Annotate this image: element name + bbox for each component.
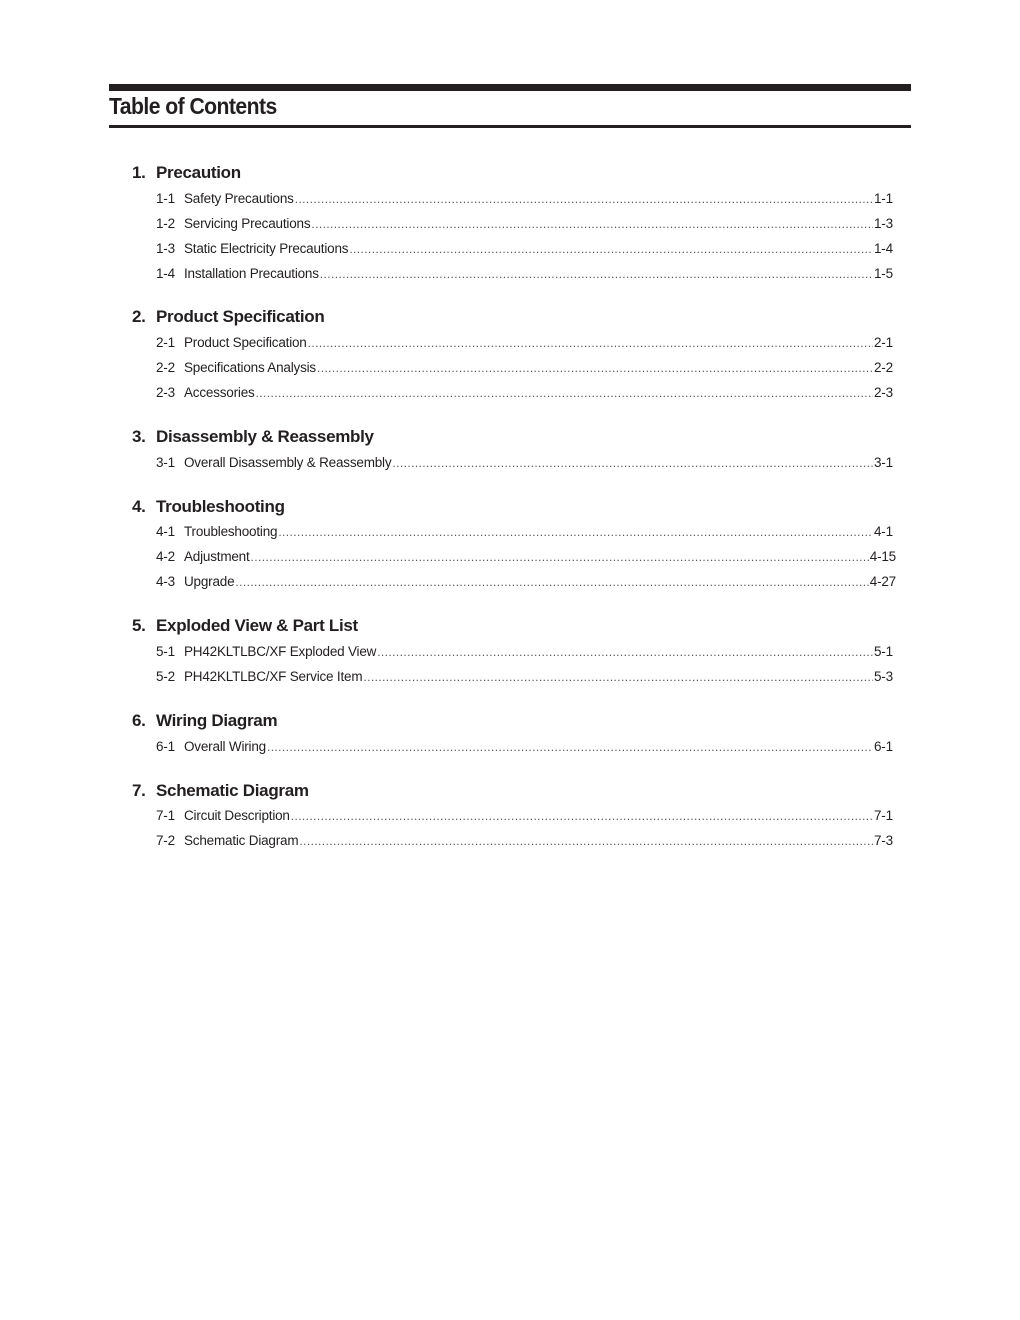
section-heading [132, 781, 309, 801]
toc-entry[interactable] [156, 266, 896, 284]
section-heading [132, 711, 277, 731]
entry-label: PH42KLTLBC/XF Service Item [184, 669, 363, 684]
toc-entry[interactable] [156, 549, 896, 567]
section-title: Wiring Diagram [156, 711, 278, 730]
entry-page-number: 7-3 [874, 833, 893, 848]
entry-label: Circuit Description [184, 808, 290, 823]
toc-entry[interactable] [156, 360, 896, 378]
entry-label: Static Electricity Precautions [184, 241, 349, 256]
entry-label: Overall Disassembly & Reassembly [184, 455, 392, 470]
dot-leader [311, 217, 873, 231]
entry-label: Product Specification [184, 335, 307, 350]
entry-page-number: 5-1 [874, 644, 893, 659]
entry-page-number: 3-1 [874, 455, 893, 470]
entry-page-number: 6-1 [874, 739, 893, 754]
entry-page-number: 2-3 [874, 385, 893, 400]
section-title: Product Specification [156, 307, 325, 326]
dot-leader [299, 834, 873, 848]
entry-label: PH42KLTLBC/XF Exploded View [184, 644, 377, 659]
dot-leader [278, 525, 873, 539]
toc-entry[interactable] [156, 833, 896, 851]
entry-code: 4-3 [156, 574, 175, 589]
entry-code: 1-2 [156, 216, 175, 231]
dot-leader [235, 575, 868, 589]
section-heading [132, 427, 374, 447]
entry-label: Specifications Analysis [184, 360, 316, 375]
entry-code: 7-1 [156, 808, 175, 823]
section-number: 1. [132, 163, 146, 182]
entry-page-number: 2-1 [874, 335, 893, 350]
entry-label: Overall Wiring [184, 739, 266, 754]
section-title: Exploded View & Part List [156, 616, 358, 635]
section-title: Precaution [156, 163, 241, 182]
dot-leader [349, 242, 873, 256]
toc-entry[interactable] [156, 524, 896, 542]
entry-code: 5-2 [156, 669, 175, 684]
toc-entry[interactable] [156, 739, 896, 757]
section-number: 7. [132, 781, 146, 800]
section-heading [132, 497, 285, 517]
toc-entry[interactable] [156, 216, 896, 234]
entry-label: Safety Precautions [184, 191, 294, 206]
page-title: Table of Contents [109, 93, 277, 119]
section-heading [132, 616, 358, 636]
section-number: 5. [132, 616, 146, 635]
section-heading [132, 163, 241, 183]
entry-code: 7-2 [156, 833, 175, 848]
section-title: Disassembly & Reassembly [156, 427, 374, 446]
entry-page-number: 7-1 [874, 808, 893, 823]
section-title: Troubleshooting [156, 497, 285, 516]
title-top-rule [109, 84, 911, 91]
toc-entry[interactable] [156, 455, 896, 473]
entry-label: Schematic Diagram [184, 833, 299, 848]
toc-entry[interactable] [156, 241, 896, 259]
dot-leader [320, 267, 873, 281]
entry-page-number: 4-1 [874, 524, 893, 539]
entry-code: 1-3 [156, 241, 175, 256]
entry-code: 2-1 [156, 335, 175, 350]
entry-page-number: 1-5 [874, 266, 893, 281]
entry-page-number: 4-15 [869, 549, 896, 564]
entry-label: Adjustment [184, 549, 250, 564]
section-title: Schematic Diagram [156, 781, 309, 800]
entry-code: 5-1 [156, 644, 175, 659]
dot-leader [308, 336, 873, 350]
entry-label: Troubleshooting [184, 524, 278, 539]
entry-code: 2-2 [156, 360, 175, 375]
dot-leader [317, 361, 873, 375]
dot-leader [363, 670, 873, 684]
toc-entry[interactable] [156, 669, 896, 687]
entry-page-number: 1-1 [874, 191, 893, 206]
entry-label: Servicing Precautions [184, 216, 311, 231]
title-bottom-rule [109, 125, 911, 128]
toc-entry[interactable] [156, 335, 896, 353]
entry-code: 4-1 [156, 524, 175, 539]
entry-code: 6-1 [156, 739, 175, 754]
entry-page-number: 5-3 [874, 669, 893, 684]
entry-page-number: 4-27 [869, 574, 896, 589]
entry-code: 1-1 [156, 191, 175, 206]
dot-leader [251, 550, 869, 564]
entry-label: Upgrade [184, 574, 235, 589]
entry-code: 3-1 [156, 455, 175, 470]
section-number: 3. [132, 427, 146, 446]
section-number: 2. [132, 307, 146, 326]
section-heading [132, 307, 324, 327]
section-number: 6. [132, 711, 146, 730]
dot-leader [291, 809, 873, 823]
toc-entry[interactable] [156, 191, 896, 209]
entry-label: Accessories [184, 385, 255, 400]
dot-leader [256, 386, 873, 400]
entry-page-number: 2-2 [874, 360, 893, 375]
entry-code: 1-4 [156, 266, 175, 281]
dot-leader [267, 740, 873, 754]
dot-leader [377, 645, 873, 659]
entry-code: 4-2 [156, 549, 175, 564]
entry-page-number: 1-3 [874, 216, 893, 231]
toc-entry[interactable] [156, 644, 896, 662]
toc-entry[interactable] [156, 574, 896, 592]
toc-entry[interactable] [156, 808, 896, 826]
toc-entry[interactable] [156, 385, 896, 403]
entry-code: 2-3 [156, 385, 175, 400]
section-number: 4. [132, 497, 146, 516]
entry-label: Installation Precautions [184, 266, 319, 281]
dot-leader [295, 192, 873, 206]
entry-page-number: 1-4 [874, 241, 893, 256]
dot-leader [392, 456, 873, 470]
